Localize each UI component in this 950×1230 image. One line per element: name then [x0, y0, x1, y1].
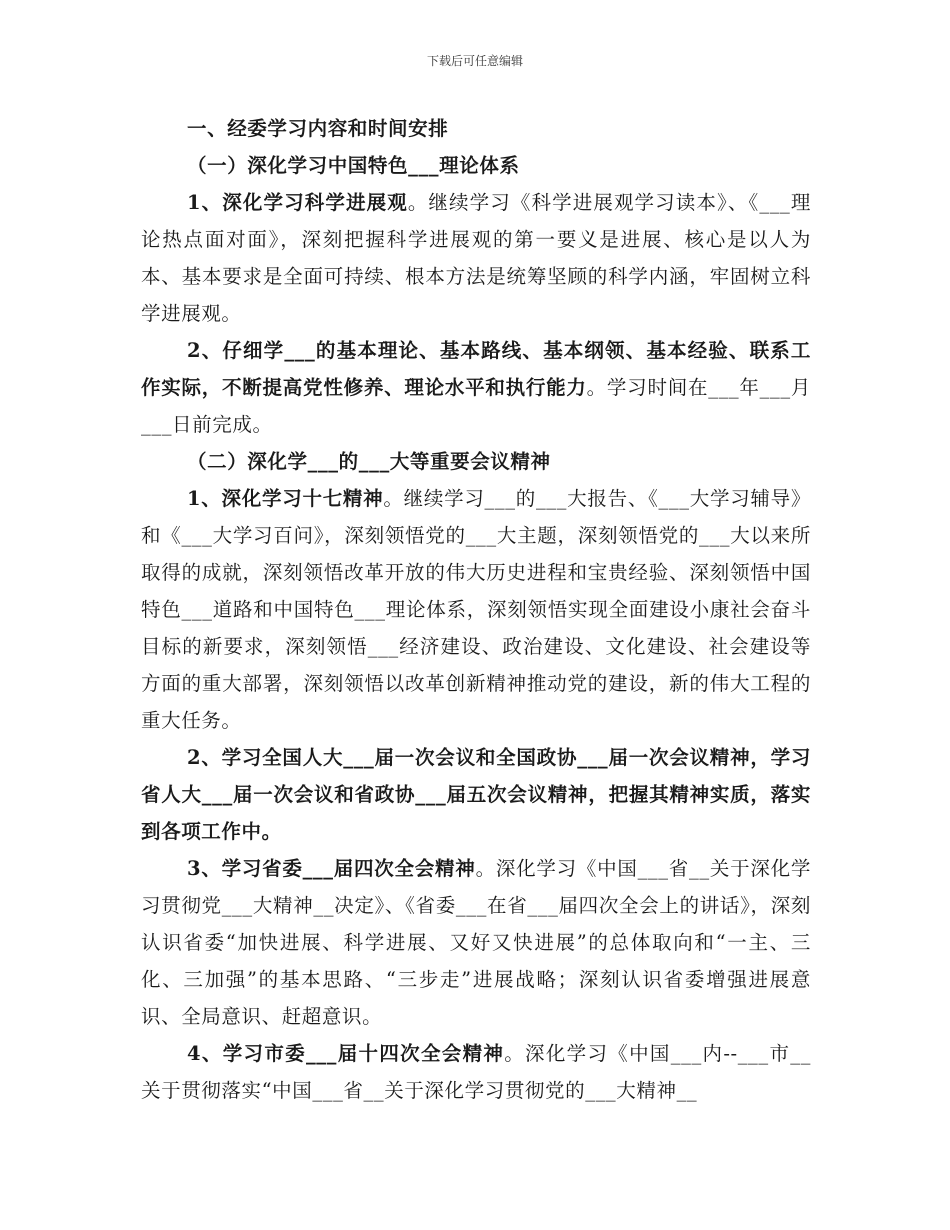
paragraph-6: [141, 1035, 811, 1109]
paragraph-2-lead: 2、仔细学___的基本理论、基本路线、基本纲领、基本经验、联系工作实际，不断提高党性修养、理论水平和执行能力: [141, 339, 811, 399]
paragraph-6-lead: 4、学习市委___届十四次全会精神: [187, 1042, 505, 1065]
section-1-title: 一、经委学习内容和时间安排: [187, 117, 449, 140]
paragraph-4: 2、学习全国人大___届一次会议和全国政协___届一次会议精神，学习省人大___届一次会议和省政协___届五次会议精神，把握其精神实质，落实到各项工作中。: [141, 746, 811, 843]
paragraph-3-text: 。继续学习___的___大报告、《___大学习辅导》和《___大学习百问》，深刻领悟党的___大主题，深刻领悟党的___大以来所取得的成就，深刻领悟改革开放的伟大历史进程和宝贵经验、深刻领悟中国特色___道路和中国特色___理论体系，深刻领悟实现全面建设小康社会奋斗目标的新要求，深刻领悟___经济建设、政治建设、文化建设、社会建设等方面的重大部署，深刻领悟以改革创新精神推动党的建设，新的伟大工程的重大任务。: [141, 487, 811, 732]
paragraph-1-lead: 1、深化学习科学进展观: [187, 191, 408, 214]
paragraph-3: [141, 480, 811, 739]
paragraph-1: [141, 184, 811, 332]
document-body: [141, 110, 811, 1109]
paragraph-2-text: 。学习时间在___年___月___日前完成。: [141, 376, 811, 436]
paragraph-3-lead: 1、深化学习十七精神: [187, 487, 384, 510]
page-header: 下载后可任意编辑: [426, 54, 523, 68]
subsection-1-1-title: （一）深化学习中国特色___理论体系: [187, 154, 520, 177]
subsection-1-2-title: （二）深化学___的___大等重要会议精神: [187, 450, 551, 473]
paragraph-2: [141, 332, 811, 443]
paragraph-5: [141, 850, 811, 1035]
paragraph-5-lead: 3、学习省委___届四次全会精神: [187, 857, 476, 880]
paragraph-1-text: 。继续学习《科学进展观学习读本》、《___理论热点面对面》，深刻把握科学进展观的第一要义是进展、核心是以人为本、基本要求是全面可持续、根本方法是统筹坚顾的科学内涵，牢固树立科学进展观。: [141, 191, 812, 325]
paragraph-6-text: 。深化学习《中国___内--___市__关于贯彻落实“中国___省__关于深化学习贯彻党的___大精神__: [141, 1042, 811, 1102]
paragraph-5-text: 。深化学习《中国___省__关于深化学习贯彻党___大精神__决定》、《省委___在省___届四次全会上的讲话》，深刻认识省委“加快进展、科学进展、又好又快进展”的总体取向和“一主、三化、三加强”的基本思路、“三步走”进展战略；深刻认识省委增强进展意识、全局意识、赶超意识。: [141, 857, 811, 1028]
